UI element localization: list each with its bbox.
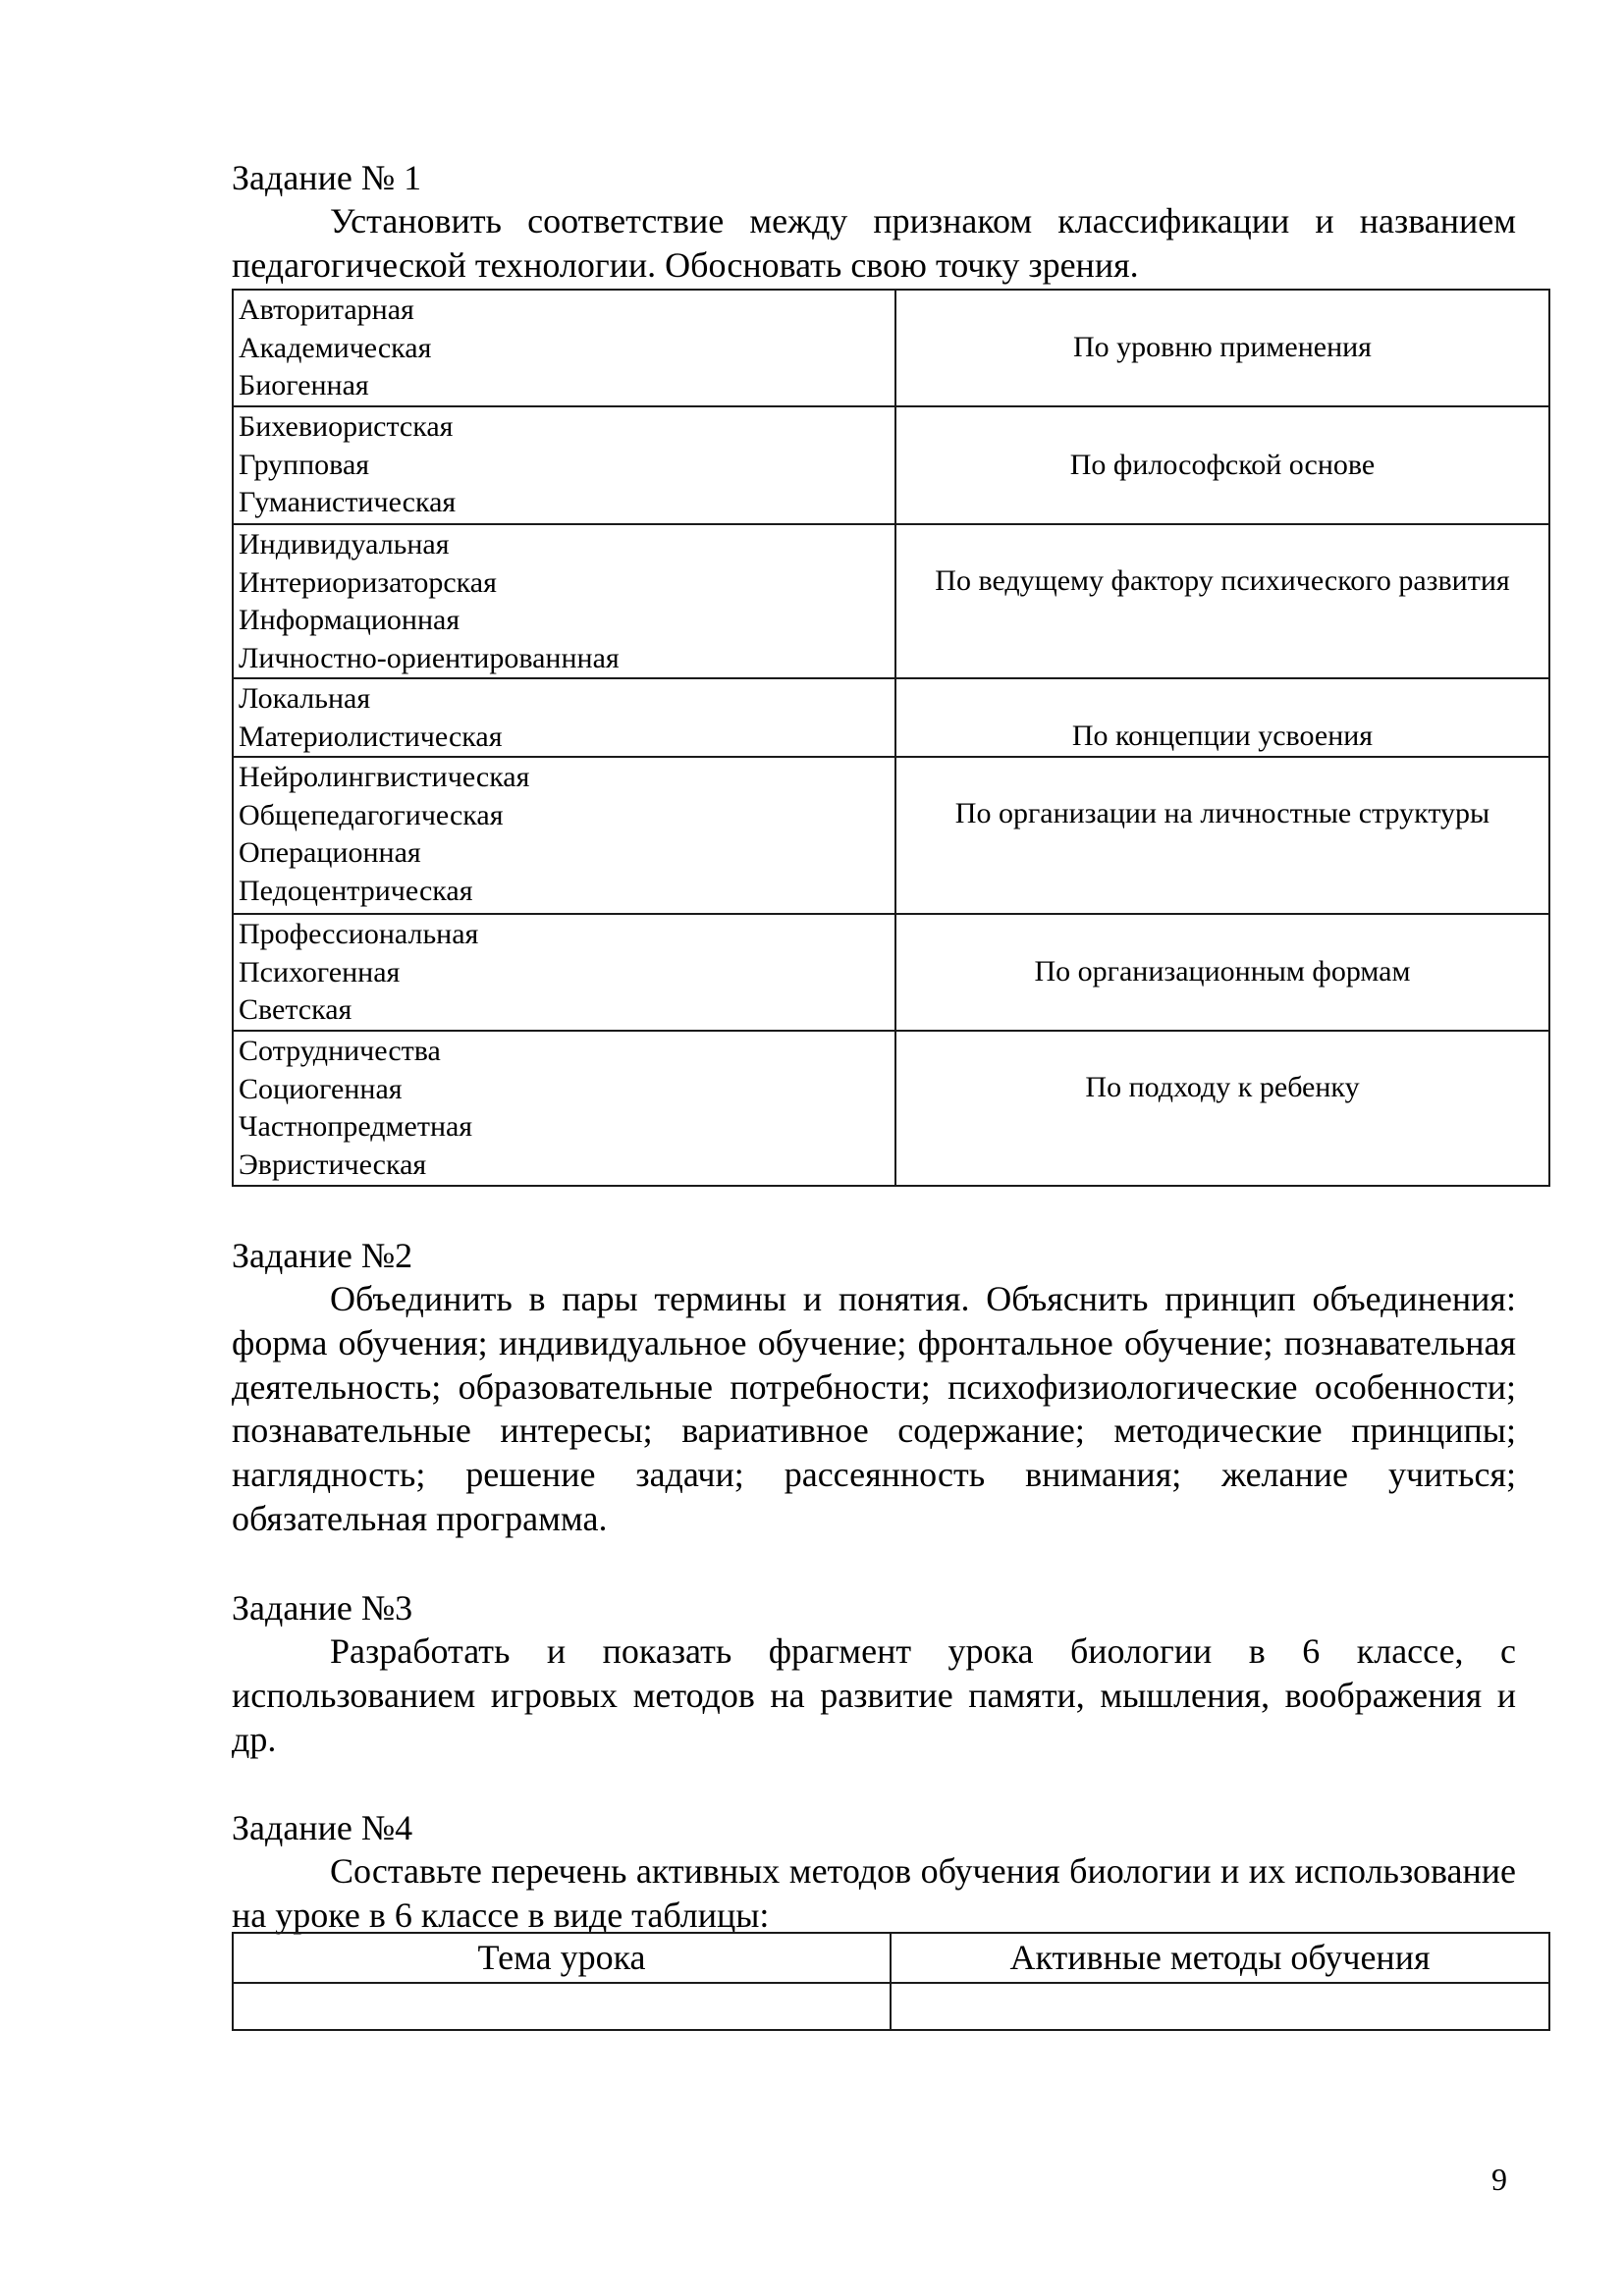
page-number: 9 <box>1491 2162 1507 2197</box>
technology-item: Частнопредметная <box>239 1110 473 1143</box>
technology-item: Материолистическая <box>239 720 503 753</box>
technologies-cell <box>233 914 895 1031</box>
technology-item: Общепедагогическая <box>239 798 504 831</box>
technology-item: Профессиональная <box>239 918 479 950</box>
technology-item: Сотрудничества <box>239 1035 441 1067</box>
technology-item: Гуманистическая <box>239 486 457 518</box>
table-row <box>233 678 1549 757</box>
task1-heading: Задание № 1 <box>232 158 422 197</box>
task1-text: Установить соответствие между признаком классификации и названием педагогической технологии. Обосновать свою точку зрения. <box>232 201 1516 285</box>
table-row <box>233 1983 1549 2030</box>
criterion-cell: По уровню применения <box>895 290 1549 406</box>
technology-item: Психогенная <box>239 955 401 988</box>
lesson-topic-cell[interactable] <box>233 1983 891 2030</box>
technology-item: Авторитарная <box>239 294 414 326</box>
table-row <box>233 290 1549 406</box>
criterion-cell: По концепции усвоения <box>895 678 1549 757</box>
technology-item: Информационная <box>239 604 460 636</box>
technologies-cell <box>233 1031 895 1186</box>
technologies-cell <box>233 290 895 406</box>
technology-item: Локальная <box>239 682 371 715</box>
criterion-cell: По организационным формам <box>895 914 1549 1031</box>
column-header-lesson-topic: Тема урока <box>233 1933 891 1983</box>
technologies-cell <box>233 406 895 524</box>
table-header-row <box>233 1933 1549 1983</box>
task3-heading: Задание №3 <box>232 1588 413 1628</box>
technology-item: Биогенная <box>239 369 369 401</box>
task3-text: Разработать и показать фрагмент урока биологии в 6 классе, с использованием игровых методов на развитие памяти, мышления, воображения и др. <box>232 1631 1516 1759</box>
technology-item: Эвристическая <box>239 1148 427 1181</box>
technology-item: Социогенная <box>239 1072 403 1105</box>
technologies-cell <box>233 678 895 757</box>
task2-heading: Задание №2 <box>232 1236 413 1275</box>
technology-item: Академическая <box>239 331 432 364</box>
active-methods-cell[interactable] <box>891 1983 1549 2030</box>
table-row <box>233 1031 1549 1186</box>
criterion-cell: По философской основе <box>895 406 1549 524</box>
technology-item: Групповая <box>239 448 370 481</box>
classification-table <box>232 289 1550 1187</box>
technologies-cell <box>233 757 895 914</box>
active-methods-table <box>232 1932 1550 2031</box>
technology-item: Индивидуальная <box>239 528 450 561</box>
table-row <box>233 914 1549 1031</box>
task2-text: Объединить в пары термины и понятия. Объяснить принцип объединения: форма обучения; индивидуальное обучение; фронтальное обучение; познавательная деятельность; образовательные потребности; психофизиологические особенности; познавательные интересы; вариативное содержание; методические принципы; наглядность; решение задачи; рассеянность внимания; желание учиться; обязательная программа. <box>232 1279 1516 1538</box>
table-row <box>233 757 1549 914</box>
criterion-cell: По организации на личностные структуры <box>895 757 1549 914</box>
technology-item: Операционная <box>239 836 421 869</box>
table-row <box>233 524 1549 678</box>
column-header-active-methods: Активные методы обучения <box>891 1933 1549 1983</box>
technology-item: Бихевиористская <box>239 410 454 443</box>
table-row <box>233 406 1549 524</box>
criterion-cell: По подходу к ребенку <box>895 1031 1549 1186</box>
criterion-cell: По ведущему фактору психического развития <box>895 524 1549 678</box>
technologies-cell <box>233 524 895 678</box>
technology-item: Педоцентрическая <box>239 874 473 907</box>
technology-item: Личностно-ориентированнная <box>239 641 620 674</box>
technology-item: Интериоризаторская <box>239 565 497 599</box>
task4-text: Составьте перечень активных методов обучения биологии и их использование на уроке в 6 классе в виде таблицы: <box>232 1851 1516 1935</box>
task4-heading: Задание №4 <box>232 1808 413 1847</box>
technology-item: Светская <box>239 993 352 1026</box>
technology-item: Нейролингвистическая <box>239 761 530 793</box>
